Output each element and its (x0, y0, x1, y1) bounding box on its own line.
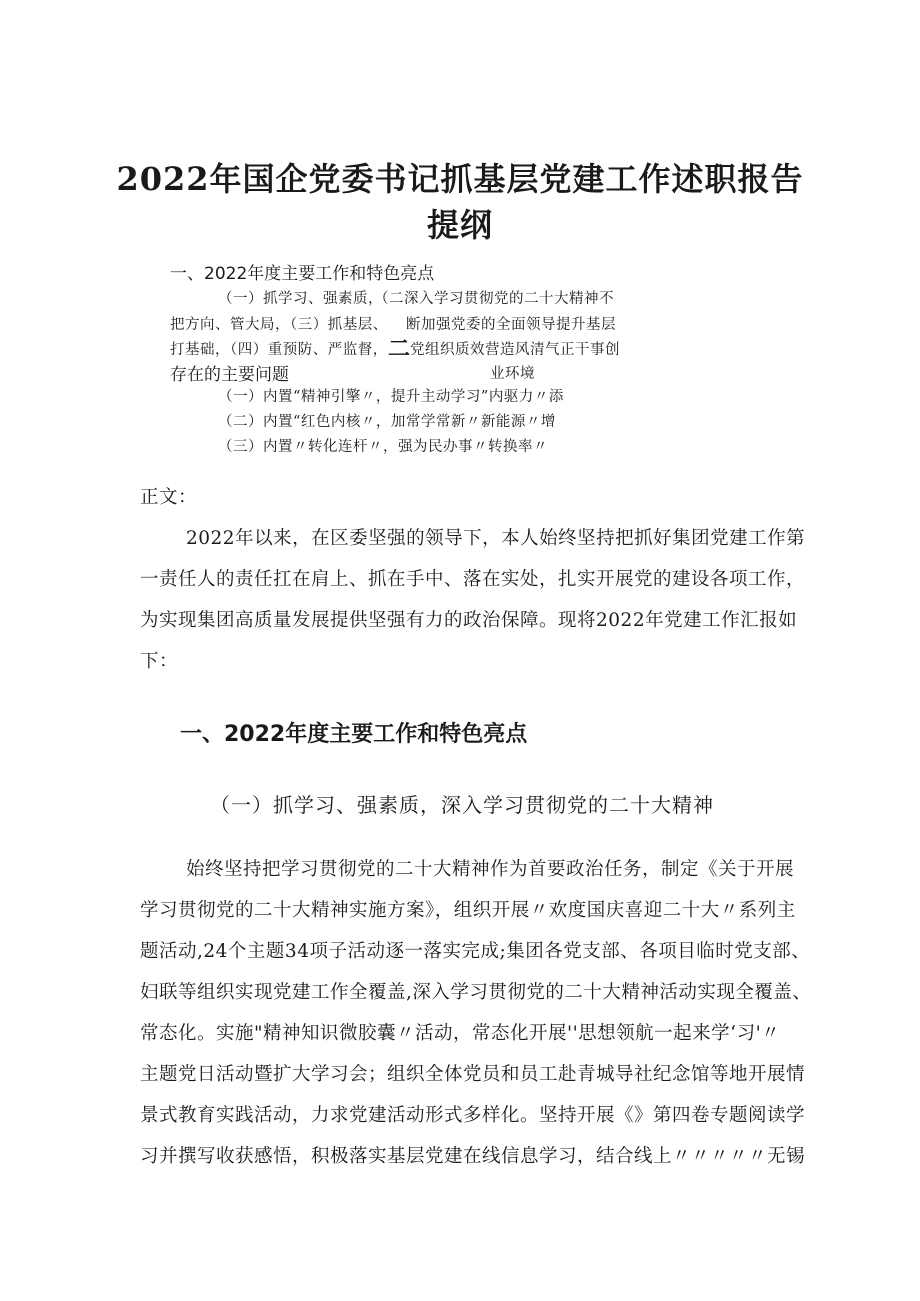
outline-row2-right: 断加强党委的全面领导提升基层 (406, 317, 616, 333)
outline-row1-left: （一）抓学习、强素质， (218, 291, 383, 307)
intro-line-3: 为实现集团高质量发展提供坚强有力的政治保障。现将2022年党建工作汇报如 (140, 610, 798, 631)
document-title-line1: 2022年国企党委书记抓基层党建工作述职报告 (116, 160, 804, 198)
section-1-heading: 一、2022年度主要工作和特色亮点 (180, 722, 528, 747)
outline-problem-3: （三）内置〃转化连杆〃，强为民办事〃转换率〃 (218, 439, 548, 455)
subsection-1-heading: （一）抓学习、强素质，深入学习贯彻党的二十大精神 (210, 793, 714, 817)
outline-heading-1: 一、2022年度主要工作和特色亮点 (170, 264, 435, 284)
paragraph-line-8: 习并撰写收获感悟，积极落实基层党建在线信息学习，结合线上〃〃〃〃〃无锡 (140, 1146, 806, 1167)
intro-line-4: 下： (140, 651, 179, 672)
outline-problem-1: （一）内置“精神引擎〃，提升主动学习”内驱力〃添 (218, 389, 564, 405)
paragraph-line-3: 题活动,24个主题34项子活动逐一落实完成;集团各党支部、各项目临时党支部、 (140, 941, 811, 962)
body-label: 正文： (140, 487, 198, 508)
outline-row1-right: （二深入学习贯彻党的二十大精神不 (374, 291, 614, 307)
outline-row3-left: 打基础，（四）重预防、严监督， (170, 342, 388, 358)
intro-line-1: 2022年以来，在区委坚强的领导下，本人始终坚持把抓好集团党建工作第 (186, 528, 806, 549)
outline-row2-left: 把方向、管大局，（三）抓基层、 (170, 317, 388, 333)
paragraph-line-2: 学习贯彻党的二十大精神实施方案》，组织开展〃欢度国庆喜迎二十大〃系列主 (140, 900, 796, 921)
document-title-line2: 提纲 (426, 206, 493, 244)
outline-row4-right: 业环境 (490, 366, 535, 382)
outline-row3-marker: 二 (388, 337, 411, 362)
outline-row3-right: 党组织质效营造风清气正干事创 (410, 342, 620, 358)
paragraph-line-6: 主题党日活动暨扩大学习会；组织全体党员和员工赴青城导社纪念馆等地开展情 (140, 1064, 806, 1085)
paragraph-line-1: 始终坚持把学习贯彻党的二十大精神作为首要政治任务，制定《关于开展 (186, 859, 795, 880)
paragraph-line-7: 景式教育实践活动，力求党建活动形式多样化。坚持开展《》第四卷专题阅读学 (140, 1105, 806, 1126)
outline-problem-2: （二）内置“红色内核〃，加常学常新〃新能源〃增 (218, 414, 556, 430)
intro-line-2: 一责任人的责任扛在肩上、抓在手中、落在实处，扎实开展党的建设各项工作， (140, 569, 806, 590)
paragraph-line-4: 妇联等组织实现党建工作全覆盖,深入学习贯彻党的二十大精神活动实现全覆盖、 (140, 982, 812, 1003)
outline-heading-2: 存在的主要问题 (170, 365, 289, 385)
paragraph-line-5: 常态化。实施"精神知识微胶囊〃活动，常态化开展''思想领航一起来学‘习'〃 (140, 1023, 781, 1044)
